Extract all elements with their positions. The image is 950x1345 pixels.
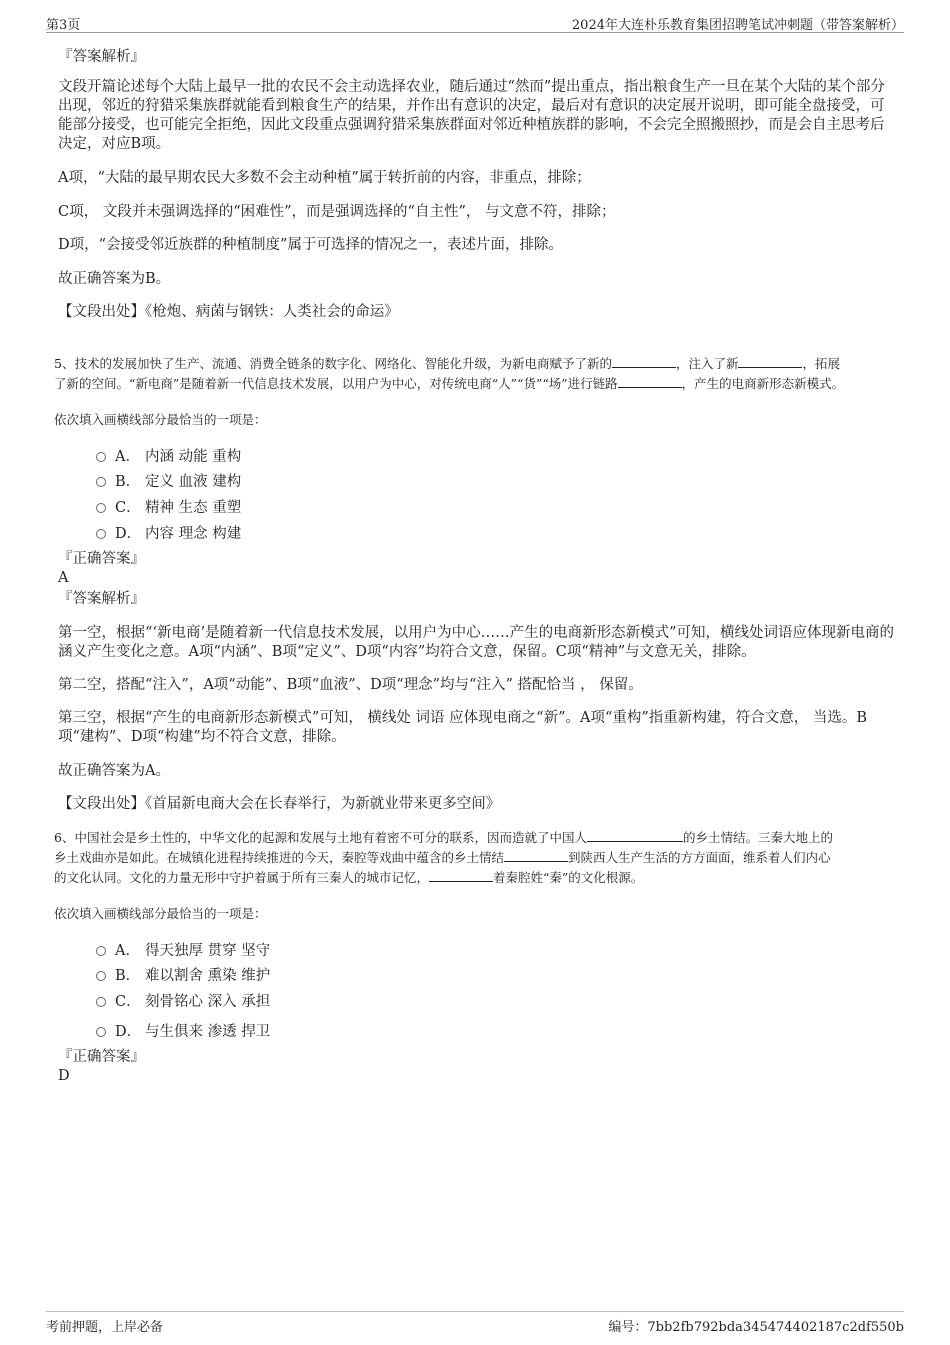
q6-option-c[interactable]: C． 刻骨铭心 深入 承担 (96, 990, 270, 1011)
prev-analysis-option-c: C项， 文段并未强调选择的“困难性”，而是强调选择的“自主性”， 与文意不符，排除； (58, 204, 616, 220)
q6-answer-heading: 『正确答案』 (58, 1049, 145, 1065)
q5-blank-3 (618, 375, 682, 388)
q5-prompt: 依次填入画横线部分最恰当的一项是： (54, 412, 267, 427)
page-header (46, 14, 904, 33)
q6-blank-3 (429, 869, 493, 882)
q5-analysis-blank-1: 第一空，根据“‘新电商’是随着新一代信息技术发展，以用户为中心……产生的电商新形态新模式”可知，横线处词语应体现新电商的涵义产生变化之意。A项“内涵”、B项“定义”、D项“内容”均符合文意，保留。C项“精神”与文意无关，排除。 (58, 625, 895, 660)
radio-icon[interactable] (96, 946, 106, 956)
page-footer (46, 1311, 904, 1335)
q5-option-a[interactable]: A． 内涵 动能 重构 (96, 445, 241, 466)
radio-icon[interactable] (96, 503, 106, 513)
q5-option-b[interactable]: B． 定义 血液 建构 (96, 470, 241, 491)
q5-blank-1 (612, 355, 676, 368)
footer-slogan: 考前押题，上岸必备 (46, 1320, 164, 1335)
radio-icon[interactable] (96, 529, 106, 539)
q6-prompt: 依次填入画横线部分最恰当的一项是： (54, 906, 267, 921)
q5-option-c[interactable]: C． 精神 生态 重塑 (96, 496, 241, 517)
document-title: 2024年大连朴乐教育集团招聘笔试冲刺题（带答案解析） (571, 18, 904, 33)
q6-stem: 6、中国社会是乡土性的，中华文化的起源和发展与土地有着密不可分的联系，因而造就了中国人 的乡土情结。三秦大地上的 乡土戏曲亦是如此。在城镇化进程持续推进的今天，秦腔等戏曲中蕴含的乡土情结 到陕西人生产生活的方方面面，维系着人们内心 的文化认同。文化的力量无形中守护着属于所有三秦人的城市记忆， 着秦腔姓“秦”的文化根源。 (54, 830, 833, 885)
q5-conclusion: 故正确答案为A。 (58, 763, 170, 779)
q5-analysis-blank-3: 第三空，根据“产生的电商新形态新模式”可知， 横线处 词语 应体现电商之“新”。A项“重构”指重新构建，符合文意， 当选。B项“建构”、D项“构建”均不符合文意，排除。 (58, 710, 868, 745)
prev-analysis-heading: 『答案解析』 (58, 49, 145, 65)
prev-analysis-paragraph: 文段开篇论述每个大陆上最早一批的农民不会主动选择农业，随后通过“然而”提出重点，指出粮食生产一旦在某个大陆的某个部分出现，邻近的狩猎采集族群就能看到粮食生产的结果，并作出有意识的决定，最后对有意识的决定展开说明，即可能全盘接受，可能部分接受，也可能完全拒绝，因此文段重点强调狩猎采集族群面对邻近种植族群的影响，不会完全照搬照抄，而是会自主思考后决定，对应B项。 (58, 79, 885, 152)
radio-icon[interactable] (96, 477, 106, 487)
radio-icon[interactable] (96, 1027, 106, 1037)
q6-option-a[interactable]: A． 得天独厚 贯穿 坚守 (96, 939, 270, 960)
q5-source: 【文段出处】《首届新电商大会在长春举行，为新就业带来更多空间》 (58, 796, 501, 812)
q5-analysis-blank-2: 第二空，搭配“注入”，A项“动能”、B项“血液”、D项“理念”均与“注入” 搭配恰当 ， 保留。 (58, 677, 643, 693)
prev-source: 【文段出处】《枪炮、病菌与钢铁：人类社会的命运》 (58, 304, 399, 320)
q5-answer: A (58, 570, 69, 586)
page-number: 第3页 (46, 18, 81, 33)
q5-blank-2 (738, 355, 802, 368)
q5-answer-heading: 『正确答案』 (58, 551, 145, 567)
q5-analysis-heading: 『答案解析』 (58, 591, 145, 607)
q5-stem: 5、技术的发展加快了生产、流通、消费全链条的数字化、网络化、智能化升级，为新电商赋予了新的 ，注入了新 ，拓展 了新的空间。“新电商”是随着新一代信息技术发展，以用户为中心，对传统电商“人”“货”“场”进行链路 ，产生的电商新形态新模式。 (54, 356, 845, 391)
q6-option-b[interactable]: B． 难以割舍 熏染 维护 (96, 964, 270, 985)
q5-option-d[interactable]: D． 内容 理念 构建 (96, 522, 241, 543)
radio-icon[interactable] (96, 971, 106, 981)
radio-icon[interactable] (96, 997, 106, 1007)
footer-document-id: 编号：7bb2fb792bda345474402187c2df550b (608, 1320, 904, 1335)
prev-analysis-option-a: A项，“大陆的最早期农民大多数不会主动种植”属于转折前的内容，非重点，排除； (58, 170, 591, 186)
q6-option-d[interactable]: D． 与生俱来 渗透 捍卫 (96, 1020, 270, 1041)
q6-blank-2 (504, 849, 568, 862)
q6-blank-1 (587, 829, 683, 842)
prev-analysis-option-d: D项，“会接受邻近族群的种植制度”属于可选择的情况之一，表述片面，排除。 (58, 237, 563, 253)
radio-icon[interactable] (96, 452, 106, 462)
q6-answer: D (58, 1068, 70, 1084)
prev-conclusion: 故正确答案为B。 (58, 271, 171, 287)
